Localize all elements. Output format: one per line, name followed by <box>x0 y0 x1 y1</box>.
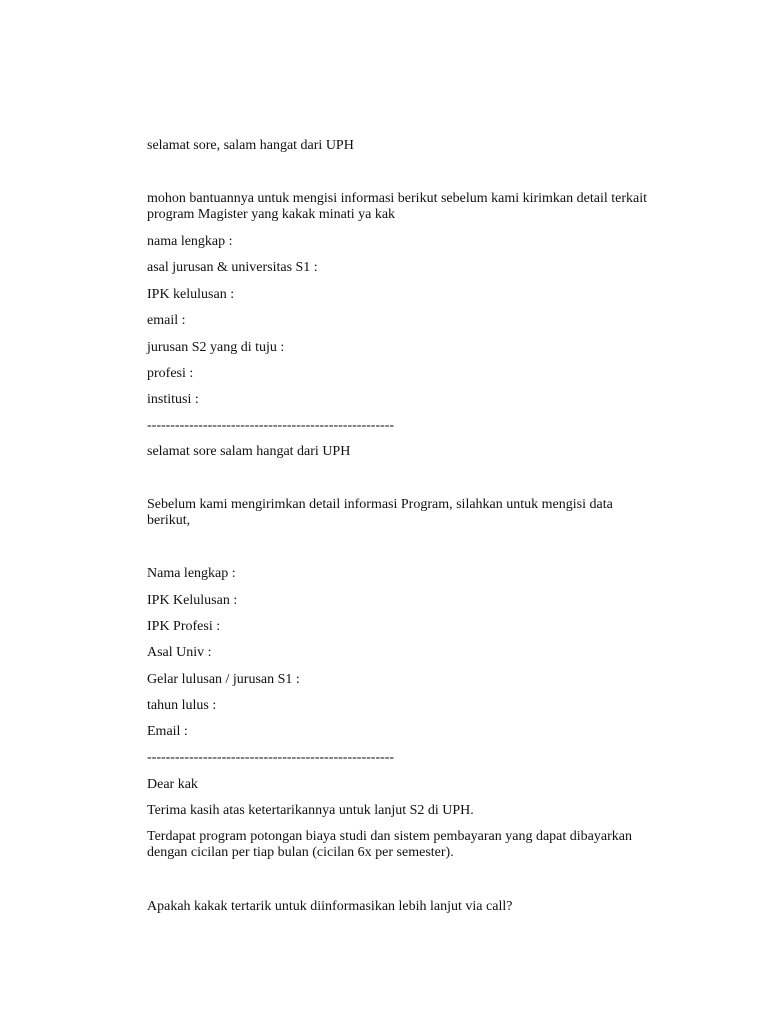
greeting-2: selamat sore salam hangat dari UPH <box>147 444 351 459</box>
question-text: Apakah kakak tertarik untuk diinformasikan lebih lanjut via call? <box>147 899 513 914</box>
request-1: mohon bantuannya untuk mengisi informasi berikut sebelum kami kirimkan detail terkait program Magister yang kakak minati ya kak <box>147 191 648 222</box>
form-1-field-institution: institusi : <box>147 392 199 407</box>
form-2-field-univ: Asal Univ : <box>147 645 212 660</box>
form-1-field-s2-major: jurusan S2 yang di tuju : <box>147 340 285 355</box>
form-2-field-degree-major: Gelar lulusan / jurusan S1 : <box>147 672 300 687</box>
form-2-field-gpa-profession: IPK Profesi : <box>147 619 221 634</box>
form-2-field-email: Email : <box>147 724 188 739</box>
separator-1: ----------------------------------------------------- <box>147 418 395 433</box>
form-1-field-email: email : <box>147 313 186 328</box>
form-1-field-profession: profesi : <box>147 366 194 381</box>
form-1-field-major-univ: asal jurusan & universitas S1 : <box>147 260 318 275</box>
program-info: Terdapat program potongan biaya studi dan sistem pembayaran yang dapat dibayarkan dengan cicilan per tiap bulan (cicilan 6x per semester). <box>147 829 632 860</box>
thanks-text: Terima kasih atas ketertarikannya untuk lanjut S2 di UPH. <box>147 803 474 818</box>
separator-2: ----------------------------------------------------- <box>147 750 395 765</box>
form-2-field-gpa: IPK Kelulusan : <box>147 593 238 608</box>
form-1-field-name: nama lengkap : <box>147 234 233 249</box>
salutation: Dear kak <box>147 777 198 792</box>
form-2-field-name: Nama lengkap : <box>147 566 236 581</box>
request-2: Sebelum kami mengirimkan detail informasi Program, silahkan untuk mengisi data berikut, <box>147 497 613 528</box>
greeting-1: selamat sore, salam hangat dari UPH <box>147 138 354 153</box>
form-1-field-gpa: IPK kelulusan : <box>147 287 235 302</box>
form-2-field-grad-year: tahun lulus : <box>147 698 217 713</box>
